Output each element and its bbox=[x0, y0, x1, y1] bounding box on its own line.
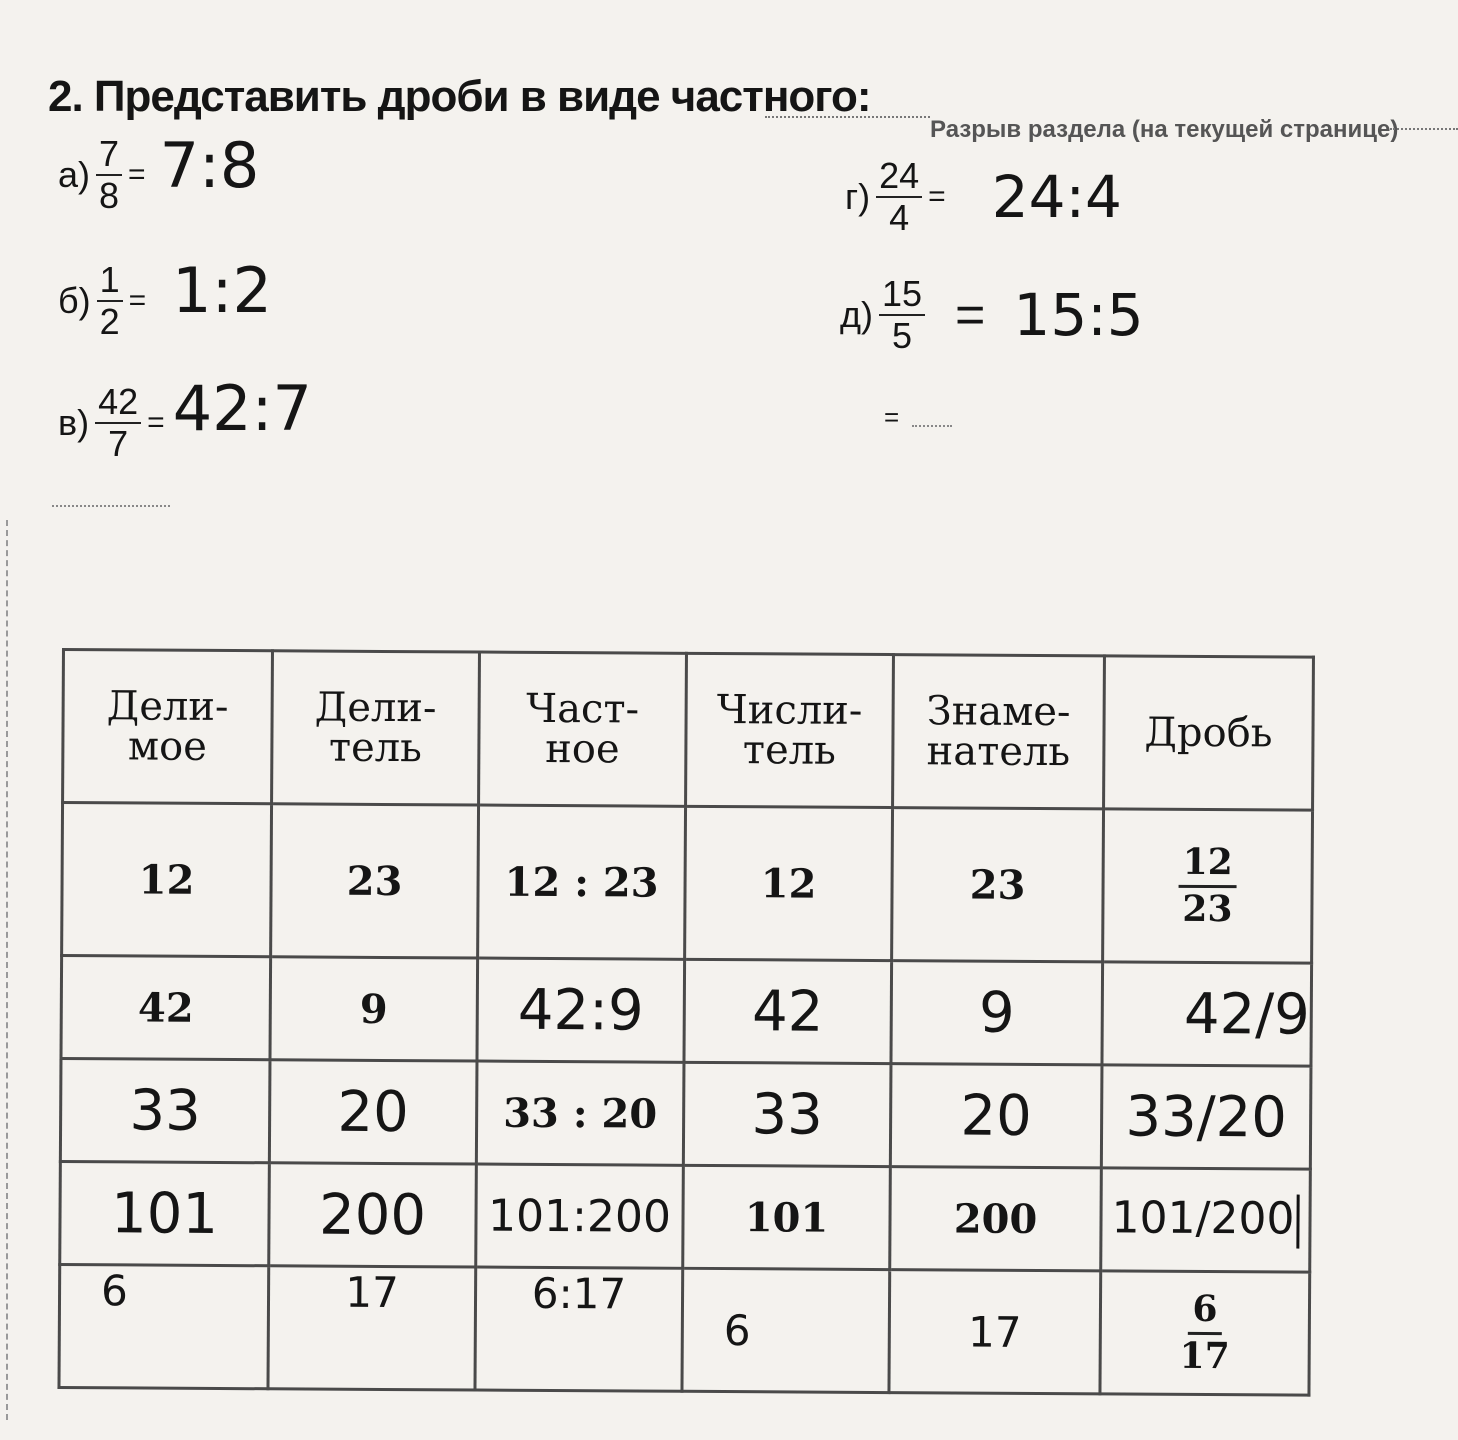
cell-denominator[interactable]: 20 bbox=[890, 1064, 1102, 1168]
fraction-numerator: 1 bbox=[97, 262, 123, 302]
fraction-numerator: 24 bbox=[876, 158, 922, 198]
text-cursor bbox=[1296, 1194, 1299, 1248]
task-b bbox=[58, 253, 272, 342]
equals-sign: = bbox=[955, 286, 986, 344]
answer-text[interactable]: 24:4 bbox=[991, 163, 1122, 231]
table-fraction bbox=[1178, 840, 1237, 930]
task-label: б) bbox=[58, 280, 91, 321]
answer-text[interactable]: 7:8 bbox=[159, 128, 260, 202]
table-row bbox=[59, 1264, 1310, 1395]
section-break-label: Разрыв раздела (на текущей странице) bbox=[930, 116, 1399, 143]
task-g bbox=[845, 155, 1122, 238]
header-quotient: Част- ное bbox=[479, 652, 687, 806]
header-divisor: Дели- тель bbox=[272, 651, 480, 805]
cell-dividend[interactable]: 33 bbox=[60, 1059, 270, 1163]
cell-divisor[interactable]: 200 bbox=[269, 1163, 477, 1267]
task-label: а) bbox=[58, 154, 91, 195]
cell-quotient[interactable]: 33 : 20 bbox=[476, 1061, 684, 1165]
equals-sign: = bbox=[928, 180, 946, 213]
fraction-numerator: 6 bbox=[1188, 1291, 1221, 1335]
cell-divisor[interactable]: 9 bbox=[270, 957, 478, 1061]
exercise-title: 2. Представить дроби в виде частного: bbox=[48, 72, 871, 121]
cell-numerator[interactable]: 6 bbox=[682, 1268, 890, 1392]
section-break-dots bbox=[765, 116, 930, 118]
cell-fraction[interactable]: 42/9 bbox=[1102, 962, 1312, 1066]
header-fraction: Дробь bbox=[1104, 656, 1314, 810]
cell-quotient[interactable]: 42:9 bbox=[477, 958, 685, 1062]
fraction-numerator: 15 bbox=[879, 276, 925, 316]
fraction bbox=[97, 259, 123, 342]
fraction bbox=[95, 381, 141, 464]
cell-fraction[interactable] bbox=[1100, 1271, 1310, 1395]
cell-divisor[interactable]: 20 bbox=[269, 1060, 477, 1164]
cell-dividend[interactable]: 6 bbox=[59, 1264, 269, 1388]
fraction-denominator: 5 bbox=[892, 315, 913, 356]
equals-sign: = bbox=[147, 406, 165, 439]
answer-text[interactable]: 15:5 bbox=[1013, 281, 1144, 349]
fraction-numerator: 42 bbox=[95, 384, 141, 424]
cell-fraction[interactable] bbox=[1103, 809, 1313, 963]
header-numerator: Числи- тель bbox=[686, 653, 894, 807]
table-fraction bbox=[1179, 1287, 1231, 1377]
task-d bbox=[840, 273, 1144, 356]
fraction bbox=[879, 273, 925, 356]
task-label: в) bbox=[58, 402, 90, 443]
cell-denominator[interactable]: 9 bbox=[891, 961, 1103, 1065]
margin-guide bbox=[6, 520, 8, 1420]
task-label: д) bbox=[840, 294, 873, 335]
cell-denominator[interactable]: 200 bbox=[890, 1167, 1102, 1271]
cell-fraction[interactable]: 33/20 bbox=[1101, 1065, 1311, 1169]
header-dividend: Дели- мое bbox=[63, 650, 273, 804]
cell-dividend[interactable]: 101 bbox=[60, 1161, 270, 1265]
section-break-dots-right bbox=[1390, 128, 1458, 130]
cell-numerator[interactable]: 101 bbox=[683, 1165, 891, 1269]
task-v bbox=[58, 371, 312, 464]
answer-text[interactable]: 42:7 bbox=[172, 371, 312, 445]
cell-dividend[interactable]: 12 bbox=[62, 803, 272, 957]
placeholder-dots bbox=[52, 505, 170, 507]
task-label: г) bbox=[845, 176, 871, 217]
fraction bbox=[876, 155, 922, 238]
trailing-equals: = bbox=[884, 402, 900, 432]
header-denominator: Знаме- натель bbox=[893, 655, 1105, 809]
cell-quotient[interactable]: 12 : 23 bbox=[478, 805, 686, 959]
cell-numerator[interactable]: 12 bbox=[685, 806, 893, 960]
division-fraction-table bbox=[57, 648, 1315, 1397]
fraction-numerator: 12 bbox=[1178, 844, 1236, 888]
cell-dividend[interactable]: 42 bbox=[61, 956, 271, 1060]
table-row bbox=[61, 956, 1312, 1067]
fraction-numerator: 7 bbox=[96, 136, 122, 176]
cell-divisor[interactable]: 23 bbox=[271, 804, 479, 958]
fraction-denominator: 8 bbox=[99, 175, 120, 216]
fraction-denominator: 7 bbox=[108, 423, 129, 464]
cell-divisor[interactable]: 17 bbox=[268, 1266, 476, 1390]
cell-denominator[interactable]: 17 bbox=[889, 1270, 1101, 1394]
fraction-denominator: 4 bbox=[889, 197, 910, 238]
equals-sign: = bbox=[128, 158, 146, 191]
cell-numerator[interactable]: 33 bbox=[683, 1062, 891, 1166]
table-row bbox=[60, 1161, 1311, 1272]
task-a bbox=[58, 128, 260, 216]
placeholder-dots bbox=[912, 425, 952, 427]
table-row bbox=[62, 803, 1313, 964]
cell-numerator[interactable]: 42 bbox=[684, 959, 892, 1063]
cell-quotient[interactable]: 101:200 bbox=[476, 1164, 684, 1268]
equals-sign: = bbox=[128, 284, 147, 317]
fraction-denominator: 17 bbox=[1179, 1334, 1230, 1377]
table-row bbox=[60, 1059, 1311, 1170]
fraction-denominator: 2 bbox=[99, 301, 120, 342]
cell-quotient[interactable]: 6:17 bbox=[475, 1267, 683, 1391]
fraction-denominator: 23 bbox=[1182, 887, 1233, 930]
cell-fraction[interactable] bbox=[1101, 1168, 1311, 1272]
cell-denominator[interactable]: 23 bbox=[892, 808, 1104, 962]
fraction bbox=[96, 133, 122, 216]
answer-text[interactable]: 1:2 bbox=[172, 253, 272, 327]
fraction-text: 101/200 bbox=[1111, 1191, 1295, 1245]
table-header-row bbox=[63, 650, 1314, 811]
